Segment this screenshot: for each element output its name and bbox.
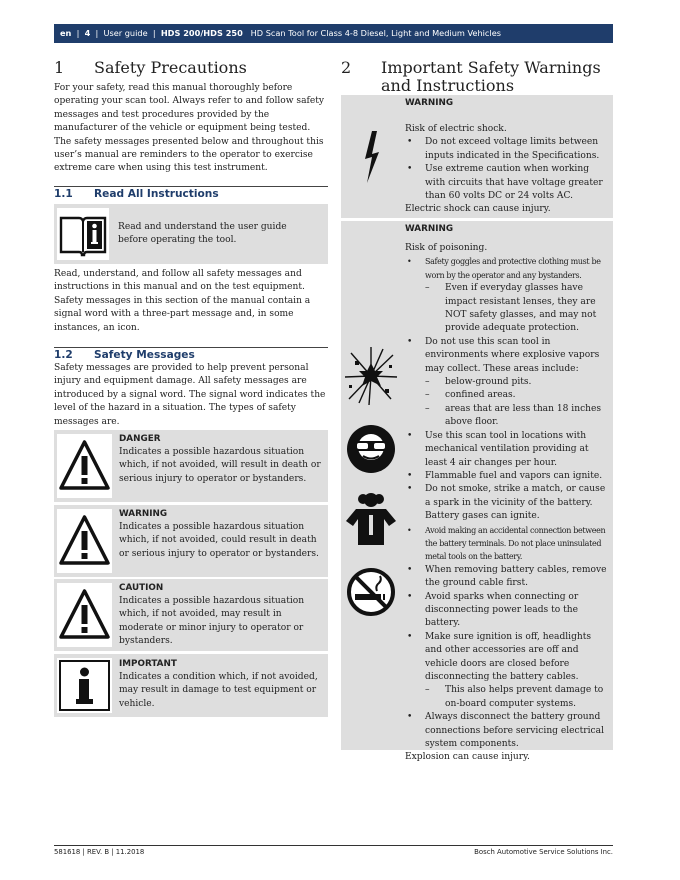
caution-signal-word: CAUTION	[119, 583, 164, 593]
page-header: en | 4 | User guide | HDS 200/HDS 250 HD Scan Tool for Class 4-8 Diesel, Light and Medium Vehicles	[54, 24, 613, 43]
electric-shock-bullet: • Do not exceed voltage limits between inputs indicated in the Specifications.	[405, 136, 610, 163]
poisoning-consequence: Explosion can cause injury.	[405, 752, 530, 763]
poisoning-bullet: • Do not smoke, strike a match, or cause a spark in the vicinity of the battery. Battery gases can ignite.	[405, 483, 610, 523]
caution-triangle-icon	[57, 583, 112, 647]
poisoning-bullet: • When removing battery cables, remove the ground cable first.	[405, 564, 610, 591]
poisoning-signal-word: WARNING	[405, 224, 454, 234]
subsection-1-1-number: 1.1	[54, 188, 73, 200]
warning-signal-word: WARNING	[119, 509, 168, 519]
electric-shock-bullet: • Use extreme caution when working with circuits that have voltage greater than 60 volts DC or 24 volts AC.	[405, 163, 610, 203]
subsection-1-1-heading	[54, 186, 328, 202]
electric-shock-risk: Risk of electric shock.	[405, 124, 507, 134]
section-2-title-line-2: and Instructions	[381, 76, 515, 95]
subsection-1-1-body: Read, understand, and follow all safety messages and instructions in this manual and on the test equipment. Safety messages in this section of the manual contain a signal word with a three-part message and, in some instances, an icon.	[54, 269, 311, 333]
important-message-box	[54, 654, 328, 717]
poisoning-bullet: • Flammable fuel and vapors can ignite.	[405, 470, 610, 483]
poisoning-sub-bullet: – areas that are less than 18 inches above floor.	[405, 403, 610, 430]
section-1-title: Safety Precautions	[94, 58, 247, 77]
important-description: Indicates a condition which, if not avoided, may result in damage to test equipment or vehicle.	[119, 672, 318, 709]
header-product: HDS 200/HDS 250	[160, 28, 243, 38]
section-1-heading	[54, 58, 334, 78]
header-subtitle: HD Scan Tool for Class 4-8 Diesel, Light and Medium Vehicles	[250, 28, 502, 38]
caution-description: Indicates a possible hazardous situation which, if not avoided, may result in moderate or minor injury to operator or bystanders.	[119, 596, 305, 647]
poisoning-bullet: • Use this scan tool in locations with mechanical ventilation providing at least 4 air changes per hour.	[405, 430, 610, 470]
poisoning-bullet: • Always disconnect the battery ground connections before servicing electrical system components.	[405, 711, 610, 751]
important-signal-word: IMPORTANT	[119, 659, 177, 669]
header-lang: en	[60, 28, 72, 38]
safety-goggles-icon	[345, 423, 397, 475]
section-2-number: 2	[341, 58, 352, 77]
header-guide: User guide	[103, 28, 148, 38]
danger-message-box	[54, 430, 328, 502]
poisoning-warning-text	[405, 223, 610, 765]
danger-description: Indicates a possible hazardous situation which, if not avoided, will result in death or serious injury to operator or bystanders.	[119, 447, 321, 484]
read-instructions-box	[54, 204, 328, 264]
electric-shock-warning-text	[405, 97, 610, 217]
poisoning-risk: Risk of poisoning.	[405, 243, 488, 253]
manual-info-icon	[57, 208, 109, 260]
warning-triangle-icon	[57, 509, 112, 573]
poisoning-sub-bullet: – This also helps prevent damage to on-board computer systems.	[405, 684, 610, 711]
subsection-1-2-number: 1.2	[54, 349, 73, 361]
info-icon	[57, 658, 112, 713]
section-1-intro: For your safety, read this manual thoroughly before operating your scan tool. Always refer to and follow safety messages and test procedures provided by the manufacturer of the vehicle or equipment being tested. The safety messages presented below and throughout this user’s manual are reminders to the operator to exercise extreme care when using this test instrument.	[54, 83, 325, 174]
footer-divider	[54, 845, 613, 846]
subsection-1-2-heading	[54, 347, 328, 363]
danger-signal-word: DANGER	[119, 434, 161, 444]
footer-doc-info: 581618 | REV. B | 11.2018	[54, 848, 145, 856]
poisoning-bullet: • Avoid sparks when connecting or disconnecting power leads to the battery.	[405, 591, 610, 631]
protective-clothing-icon	[344, 491, 398, 547]
poisoning-bullet: • Do not use this scan tool in environments where explosive vapors may collect. These areas include:	[405, 336, 610, 376]
poisoning-bullet: • Make sure ignition is off, headlights and other accessories are off and vehicle doors are closed before disconnecting the battery cables.	[405, 631, 610, 685]
section-2-title-line-1: Important Safety Warnings	[381, 58, 601, 77]
poisoning-sub-bullet: – confined areas.	[405, 389, 610, 402]
subsection-1-2-title: Safety Messages	[94, 349, 195, 361]
danger-warning-triangle-icon	[57, 434, 112, 498]
poisoning-sub-bullet: – below-ground pits.	[405, 376, 610, 389]
warning-description: Indicates a possible hazardous situation which, if not avoided, could result in death or serious injury to operator or bystanders.	[119, 522, 319, 559]
electric-shock-consequence: Electric shock can cause injury.	[405, 204, 551, 215]
explosion-icon	[341, 341, 401, 411]
footer-company: Bosch Automotive Service Solutions Inc.	[474, 848, 613, 856]
subsection-1-2-intro: Safety messages are provided to help prevent personal injury and equipment damage. All safety messages are introduced by a signal word. The signal word indicates the level of the hazard in a situation. The types of safety messages are.	[54, 363, 326, 427]
section-1-number: 1	[54, 58, 65, 77]
caution-message-box	[54, 579, 328, 651]
warning-message-box	[54, 505, 328, 577]
read-instructions-text: Read and understand the user guide before operating the tool.	[118, 222, 287, 246]
lightning-bolt-icon	[341, 95, 401, 218]
section-2-heading	[341, 58, 613, 98]
subsection-1-1-title: Read All Instructions	[94, 188, 219, 200]
poisoning-sub-bullet: – Even if everyday glasses have impact resistant lenses, they are NOT safety glasses, and may not provide adequate protection.	[405, 282, 610, 336]
poisoning-bullet: • Safety goggles and protective clothing must be worn by the operator and any bystanders.	[405, 255, 610, 282]
electric-shock-signal-word: WARNING	[405, 98, 454, 108]
header-page-number: 4	[84, 28, 91, 38]
poisoning-bullet: • Avoid making an accidental connection between the battery terminals. Do not place uninsulated metal tools on the battery.	[405, 524, 610, 564]
no-smoking-icon	[345, 566, 397, 618]
